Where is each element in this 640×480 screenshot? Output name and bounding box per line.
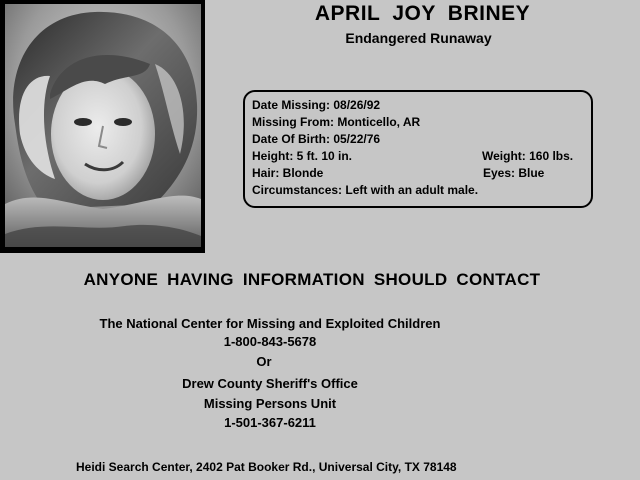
date-of-birth: Date Of Birth: 05/22/76 <box>252 132 381 146</box>
missing-person-name: APRIL JOY BRINEY <box>314 2 531 25</box>
contact-heading: ANYONE HAVING INFORMATION SHOULD CONTACT <box>83 270 541 289</box>
org1-name: The National Center for Missing and Exploited Children <box>99 316 441 331</box>
hair-color: Hair: Blonde <box>252 166 324 180</box>
weight: Weight: 160 lbs. <box>482 149 574 163</box>
circumstances: Circumstances: Left with an adult male. <box>252 183 479 197</box>
date-missing: Date Missing: 08/26/92 <box>252 98 381 112</box>
case-status: Endangered Runaway <box>345 30 492 46</box>
org1-phone: 1-800-843-5678 <box>223 334 317 349</box>
org2-name: Drew County Sheriff's Office <box>182 376 358 391</box>
org2-phone: 1-501-367-6211 <box>224 415 316 430</box>
portrait-photo <box>0 0 205 253</box>
portrait-image <box>5 4 201 247</box>
eye-color: Eyes: Blue <box>483 166 545 180</box>
footer-address: Heidi Search Center, 2402 Pat Booker Rd., Universal City, TX 78148 <box>76 460 457 474</box>
missing-from: Missing From: Monticello, AR <box>252 115 421 129</box>
height: Height: 5 ft. 10 in. <box>252 149 353 163</box>
contact-separator: Or <box>256 354 272 369</box>
org2-unit: Missing Persons Unit <box>203 396 337 411</box>
